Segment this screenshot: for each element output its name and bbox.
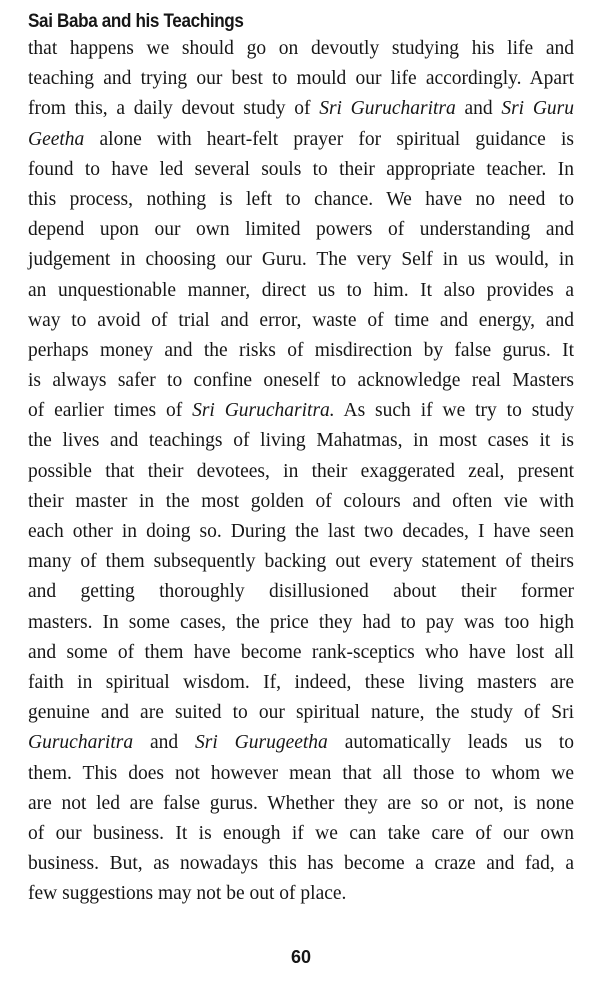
text-run: of our business. It is enough if we can take care of our own <box>28 822 574 844</box>
text-run: genuine and are suited to our spiritual nature, the study of Sri <box>28 702 574 724</box>
italic-title: Gurucharitra <box>28 732 134 754</box>
text-run: perhaps money and the risks of misdirection by false gurus. It <box>28 339 574 361</box>
text-line <box>28 306 574 336</box>
text-line <box>28 879 574 909</box>
text-run: are not led are false gurus. Whether they are so or not, is none <box>28 792 574 814</box>
text-run: this process, nothing is left to chance. We have no need to <box>28 188 574 210</box>
text-run: and <box>133 732 196 754</box>
text-run: found to have led several souls to their appropriate teacher. In <box>28 158 574 180</box>
text-line <box>28 185 574 215</box>
text-line <box>28 276 574 306</box>
text-run: the lives and teachings of living Mahatmas, in most cases it is <box>28 430 574 452</box>
text-run: depend upon our own limited powers of understanding and <box>28 219 574 241</box>
text-line <box>28 517 574 547</box>
text-line <box>28 215 574 245</box>
text-run: alone with heart-felt prayer for spiritual guidance is <box>84 128 574 150</box>
text-line <box>28 396 574 426</box>
text-run: them. This does not however mean that all those to whom we <box>28 762 574 784</box>
italic-title: Sri Gurucharitra. <box>192 400 335 422</box>
italic-title: Sri Guru <box>501 98 574 120</box>
text-run: and some of them have become rank-sceptics who have lost all <box>28 641 574 663</box>
text-run: judgement in choosing our Guru. The very Self in us would, in <box>28 249 574 271</box>
text-line <box>28 728 574 758</box>
text-line <box>28 819 574 849</box>
text-line <box>28 366 574 396</box>
text-line <box>28 426 574 456</box>
text-run: and getting thoroughly disillusioned about their former <box>28 581 574 603</box>
text-run: automatically leads us to <box>327 732 575 754</box>
text-line <box>28 336 574 366</box>
text-run: that happens we should go on devoutly studying his life and <box>28 38 574 59</box>
text-line <box>28 547 574 577</box>
text-run: from this, a daily devout study of <box>28 98 320 120</box>
text-line <box>28 245 574 275</box>
text-run: masters. In some cases, the price they had to pay was too high <box>28 611 574 633</box>
text-run: their master in the most golden of colours and often vie with <box>28 490 574 512</box>
text-run: possible that their devotees, in their exaggerated zeal, present <box>28 460 574 482</box>
body-text <box>28 34 574 909</box>
italic-title: Geetha <box>28 128 85 150</box>
italic-title: Sri Gurucharitra <box>319 98 456 120</box>
text-run: faith in spiritual wisdom. If, indeed, these living masters are <box>28 671 574 693</box>
text-line <box>28 577 574 607</box>
text-line <box>28 94 574 124</box>
text-run: each other in doing so. During the last two decades, I have seen <box>28 521 574 542</box>
text-run: As such if we try to study <box>334 400 574 422</box>
text-line <box>28 608 574 638</box>
text-line <box>28 125 574 155</box>
text-run: way to avoid of trial and error, waste of time and energy, and <box>28 309 574 331</box>
text-line <box>28 638 574 668</box>
text-run: and <box>455 98 502 120</box>
text-run: business. But, as nowadays this has become a craze and fad, a <box>28 853 574 875</box>
text-line <box>28 64 574 94</box>
text-run: is always safer to confine oneself to acknowledge real Masters <box>28 370 574 392</box>
text-line <box>28 789 574 819</box>
text-line <box>28 698 574 728</box>
text-line <box>28 34 574 64</box>
italic-title: Sri Gurugeetha <box>195 732 328 754</box>
text-line <box>28 668 574 698</box>
text-run: few suggestions may not be out of place. <box>28 883 347 905</box>
text-run: many of them subsequently backing out every statement of theirs <box>28 551 574 573</box>
text-line <box>28 487 574 517</box>
running-head: Sai Baba and his Teachings <box>28 11 244 32</box>
page-number: 60 <box>290 947 312 967</box>
text-run: of earlier times of <box>28 400 193 422</box>
text-line <box>28 155 574 185</box>
text-run: an unquestionable manner, direct us to him. It also provides a <box>28 279 574 301</box>
book-page <box>28 10 574 976</box>
text-line <box>28 457 574 487</box>
text-line <box>28 759 574 789</box>
text-run: teaching and trying our best to mould our life accordingly. Apart <box>28 68 574 90</box>
text-line <box>28 849 574 879</box>
